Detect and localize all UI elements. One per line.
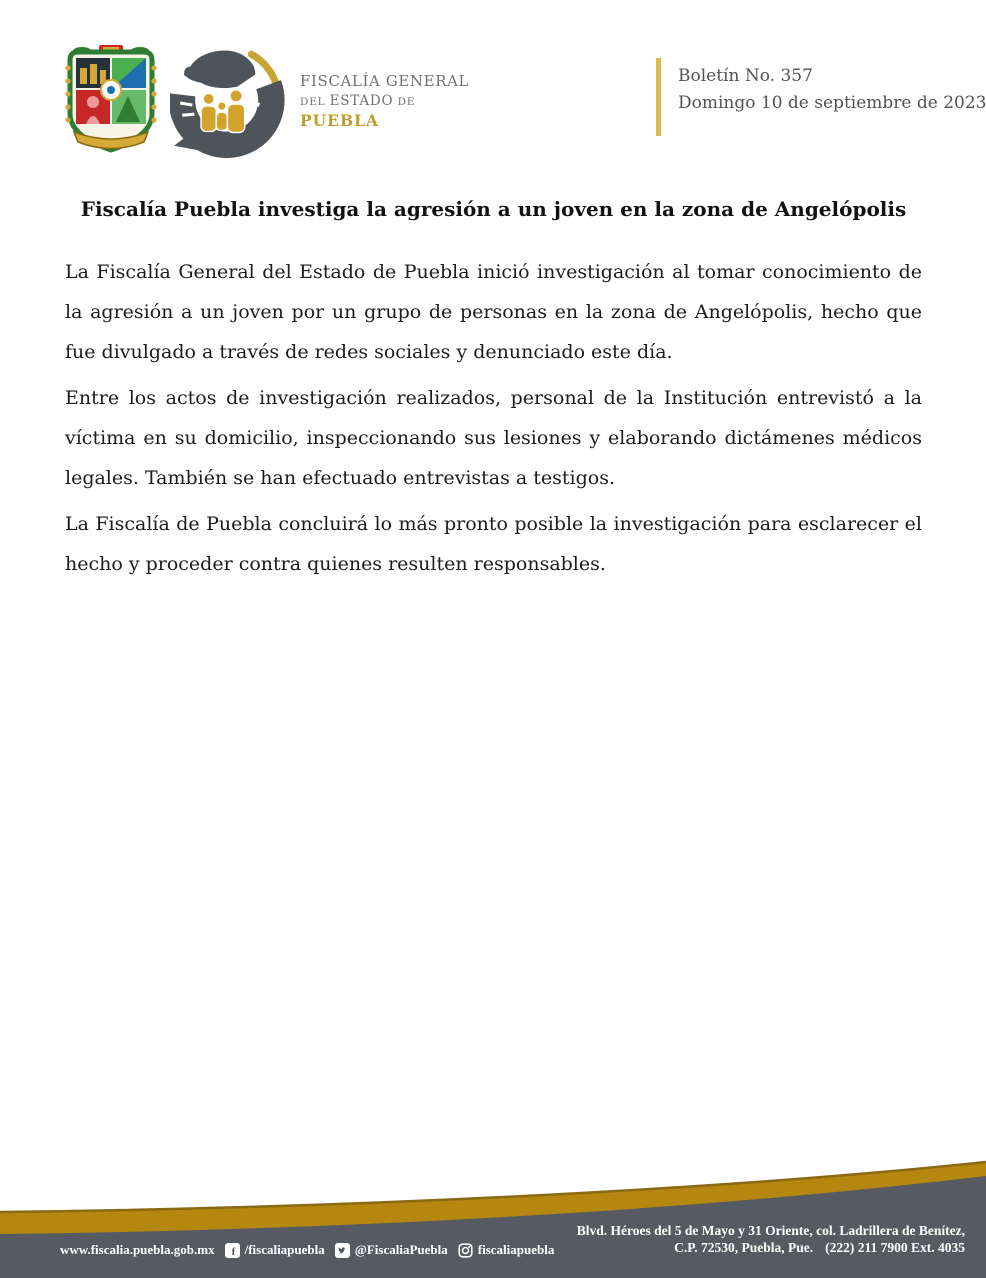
logo-line2-estado: ESTADO bbox=[329, 93, 394, 109]
address-line1: Blvd. Héroes del 5 de Mayo y 31 Oriente, col. Ladrillera de Benítez, bbox=[576, 1223, 965, 1238]
footer-social-bar bbox=[60, 1242, 554, 1258]
footer-website: www.fiscalia.puebla.gob.mx bbox=[60, 1242, 215, 1257]
footer-twitter-handle: @FiscaliaPuebla bbox=[354, 1242, 448, 1257]
bulletin-date: Domingo 10 de septiembre de 2023 bbox=[678, 93, 986, 113]
footer-twitter bbox=[335, 1242, 448, 1258]
logo-line2-del: DEL bbox=[300, 96, 326, 108]
footer-facebook-handle: /fiscaliapuebla bbox=[244, 1242, 325, 1257]
fiscalia-eagle-icon bbox=[170, 42, 292, 164]
gold-bar-divider bbox=[656, 58, 661, 136]
bulletin-number: Boletín No. 357 bbox=[678, 66, 813, 86]
logo-line2-de: DE bbox=[397, 96, 416, 108]
puebla-coat-of-arms-icon bbox=[60, 44, 162, 158]
footer-instagram bbox=[458, 1242, 555, 1258]
footer-facebook bbox=[225, 1242, 325, 1258]
instagram-icon bbox=[458, 1243, 473, 1258]
footer-instagram-handle: fiscaliapuebla bbox=[477, 1242, 555, 1257]
logo-line3: PUEBLA bbox=[300, 111, 380, 130]
bulletin-info bbox=[656, 58, 986, 136]
facebook-icon bbox=[225, 1243, 240, 1258]
twitter-icon bbox=[335, 1243, 350, 1258]
address-line2 bbox=[577, 1239, 965, 1256]
logo-line1: FISCALÍA GENERAL bbox=[300, 72, 470, 90]
paragraph-3: La Fiscalía de Puebla concluirá lo más pronto posible la investigación para esclarecer el hecho y proceder contra quienes resulten responsables. bbox=[65, 513, 922, 575]
paragraph-2: Entre los actos de investigación realizados, personal de la Institución entrevistó a la víctima en su domicilio, inspeccionando sus lesiones y elaborando dictámenes médicos legales. También se han efectuado entrevistas a testigos. bbox=[65, 387, 922, 489]
bulletin-body bbox=[65, 196, 922, 590]
fiscalia-wordmark bbox=[300, 72, 469, 130]
address-phone: (222) 211 7900 Ext. 4035 bbox=[825, 1240, 965, 1255]
footer-address bbox=[577, 1222, 965, 1256]
svg-text:f: f bbox=[231, 1245, 235, 1258]
address-cp: C.P. 72530, Puebla, Pue. bbox=[674, 1240, 814, 1255]
paragraph-1: La Fiscalía General del Estado de Puebla inició investigación al tomar conocimiento de la agresión a un joven por un grupo de personas en la zona de Angelópolis, hecho que fue divulgado a través de redes sociales y denunciado este día. bbox=[65, 261, 922, 363]
bulletin-title: Fiscalía Puebla investiga la agresión a un joven en la zona de Angelópolis bbox=[80, 197, 907, 221]
logo-line2 bbox=[300, 93, 469, 109]
